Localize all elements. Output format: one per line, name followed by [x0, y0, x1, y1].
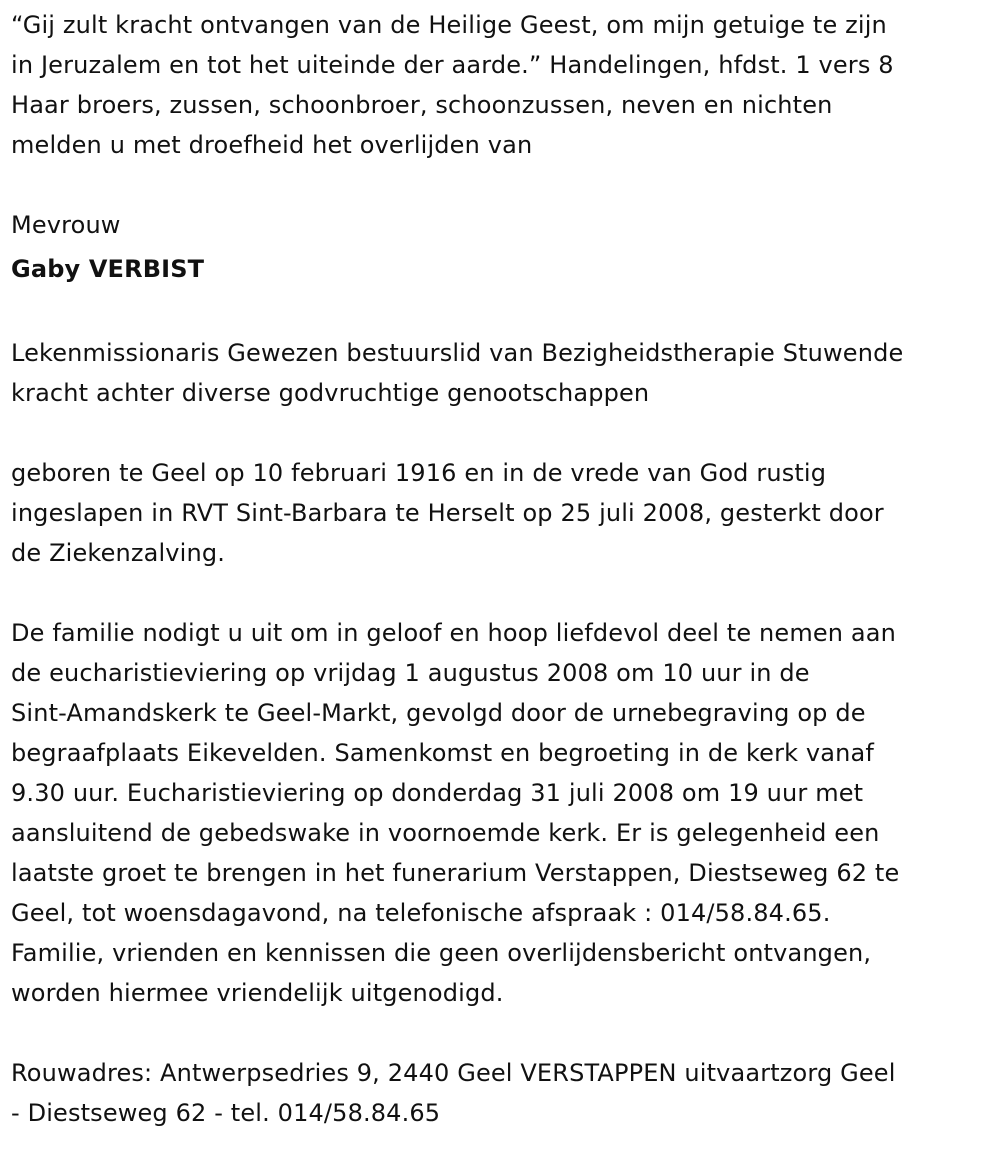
- ceremony-line-10: worden hiermee vriendelijk uitgenodigd.: [11, 979, 504, 1007]
- ceremony-paragraph: [11, 613, 990, 1013]
- birth-death-line-2: ingeslapen in RVT Sint-Barbara te Herselt op 25 juli 2008, gesterkt door: [11, 499, 884, 527]
- spacer: [11, 413, 990, 453]
- ceremony-line-5: 9.30 uur. Eucharistieviering op donderdag 31 juli 2008 om 19 uur met: [11, 779, 864, 807]
- birth-death-line-1: geboren te Geel op 10 februari 1916 en in de vrede van God rustig: [11, 459, 827, 487]
- quote-line-2: in Jeruzalem en tot het uiteinde der aarde.” Handelingen, hfdst. 1 vers 8: [11, 51, 894, 79]
- birth-death-paragraph: [11, 453, 990, 573]
- roles-paragraph: [11, 333, 990, 413]
- address-line-2: - Diestseweg 62 - tel. 014/58.84.65: [11, 1099, 441, 1127]
- spacer: [11, 293, 990, 333]
- roles-line-1: Lekenmissionaris Gewezen bestuurslid van Bezigheidstherapie Stuwende: [11, 339, 904, 367]
- ceremony-line-2: de eucharistieviering op vrijdag 1 augustus 2008 om 10 uur in de: [11, 659, 810, 687]
- ceremony-line-8: Geel, tot woensdagavond, na telefonische afspraak : 014/58.84.65.: [11, 899, 831, 927]
- address-line-1: Rouwadres: Antwerpsedries 9, 2440 Geel VERSTAPPEN uitvaartzorg Geel: [11, 1059, 896, 1087]
- bible-quote: [11, 5, 990, 85]
- spacer: [11, 165, 990, 205]
- address-paragraph: [11, 1053, 990, 1133]
- ceremony-line-1: De familie nodigt u uit om in geloof en hoop liefdevol deel te nemen aan: [11, 619, 896, 647]
- spacer: [11, 573, 990, 613]
- roles-line-2: kracht achter diverse godvruchtige genootschappen: [11, 379, 650, 407]
- quote-line-1: “Gij zult kracht ontvangen van de Heilige Geest, om mijn getuige te zijn: [11, 11, 887, 39]
- spacer: [11, 1013, 990, 1053]
- birth-death-line-3: de Ziekenzalving.: [11, 539, 225, 567]
- deceased-title: Mevrouw: [11, 211, 121, 239]
- ceremony-line-6: aansluitend de gebedswake in voornoemde kerk. Er is gelegenheid een: [11, 819, 880, 847]
- ceremony-line-3: Sint-Amandskerk te Geel-Markt, gevolgd door de urnebegraving op de: [11, 699, 866, 727]
- intro-line-1: Haar broers, zussen, schoonbroer, schoonzussen, neven en nichten: [11, 91, 833, 119]
- deceased-name: Gaby VERBIST: [11, 255, 205, 283]
- intro-line-2: melden u met droefheid het overlijden van: [11, 131, 533, 159]
- ceremony-line-7: laatste groet te brengen in het funerarium Verstappen, Diestseweg 62 te: [11, 859, 900, 887]
- deceased-block: [11, 205, 990, 293]
- ceremony-line-4: begraafplaats Eikevelden. Samenkomst en begroeting in de kerk vanaf: [11, 739, 874, 767]
- ceremony-line-9: Familie, vrienden en kennissen die geen overlijdensbericht ontvangen,: [11, 939, 872, 967]
- intro-paragraph: [11, 85, 990, 165]
